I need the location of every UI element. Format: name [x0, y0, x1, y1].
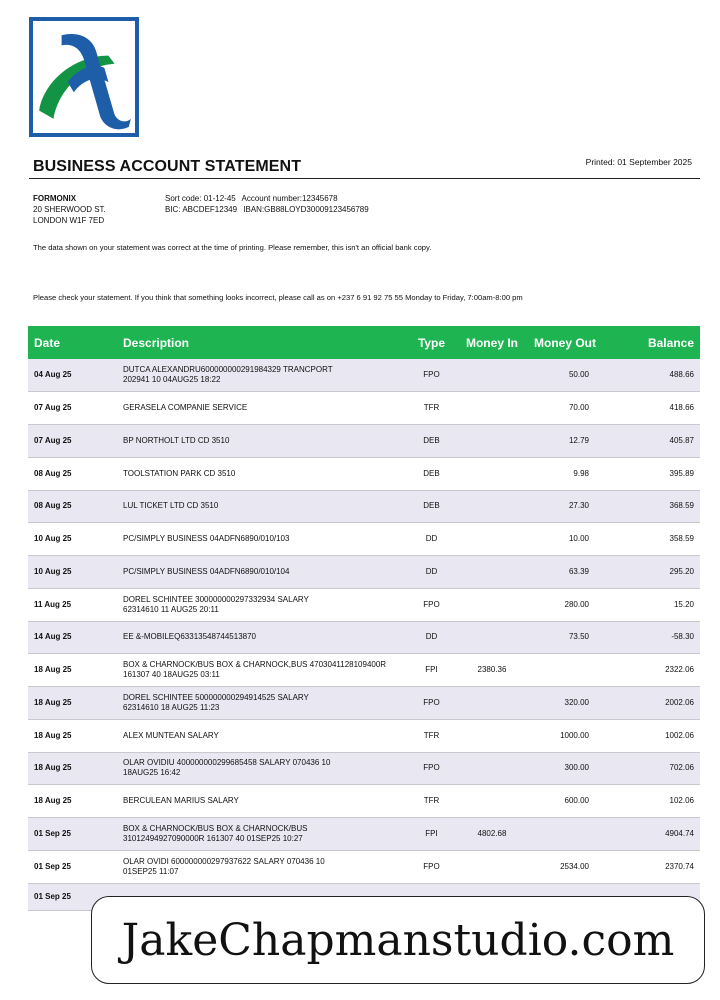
description-line-2: 62314610 11 AUG25 20:11 — [123, 604, 219, 614]
table-row — [28, 621, 700, 654]
table-row — [28, 490, 700, 523]
description-line-2: 62314610 18 AUG25 11:23 — [123, 702, 220, 712]
cell-date: 18 Aug 25 — [28, 719, 117, 752]
cell-balance: 405.87 — [603, 425, 700, 458]
cell-balance: -58.30 — [603, 621, 700, 654]
table-row — [28, 850, 700, 883]
cell-date: 01 Sep 25 — [28, 818, 117, 851]
header-description: Description — [117, 326, 406, 359]
cell-description — [117, 621, 406, 654]
cell-money-out: 280.00 — [527, 588, 603, 621]
cell-balance: 2370.74 — [603, 850, 700, 883]
cell-money-in — [457, 719, 527, 752]
table-header-row — [28, 326, 700, 359]
cell-money-out — [527, 654, 603, 687]
cell-balance: 702.06 — [603, 752, 700, 785]
cell-money-out: 2534.00 — [527, 850, 603, 883]
address-line-2: LONDON W1F 7ED — [33, 216, 105, 225]
cell-money-out: 1000.00 — [527, 719, 603, 752]
logo-mark-icon — [33, 21, 135, 133]
header-date: Date — [28, 326, 117, 359]
cell-money-out — [527, 818, 603, 851]
cell-type: DD — [406, 621, 457, 654]
header-money-out: Money Out — [527, 326, 603, 359]
transactions-body — [28, 359, 700, 910]
cell-balance: 395.89 — [603, 457, 700, 490]
cell-date: 14 Aug 25 — [28, 621, 117, 654]
company-logo — [29, 17, 139, 137]
cell-description — [117, 654, 406, 687]
cell-money-in — [457, 425, 527, 458]
cell-type: DD — [406, 523, 457, 556]
cell-date: 07 Aug 25 — [28, 425, 117, 458]
cell-money-out: 70.00 — [527, 392, 603, 425]
cell-balance: 368.59 — [603, 490, 700, 523]
description-line-1: BOX & CHARNOCK/BUS BOX & CHARNOCK,BUS 4703041128109400R — [123, 660, 387, 670]
cell-money-in — [457, 588, 527, 621]
cell-date: 08 Aug 25 — [28, 490, 117, 523]
cell-money-out: 12.79 — [527, 425, 603, 458]
description-line-1: PC/SIMPLY BUSINESS 04ADFN6890/010/103 — [123, 534, 290, 544]
cell-money-out: 50.00 — [527, 359, 603, 392]
description-line-1: LUL TICKET LTD CD 3510 — [123, 501, 219, 511]
cell-money-in: 4802.68 — [457, 818, 527, 851]
cell-type: DD — [406, 556, 457, 589]
cell-money-in — [457, 785, 527, 818]
description-line-1: DOREL SCHINTEE 300000000297332934 SALARY — [123, 594, 309, 604]
cell-type: FPO — [406, 752, 457, 785]
transactions-table — [28, 326, 700, 911]
cell-type: FPO — [406, 359, 457, 392]
company-address — [33, 193, 106, 226]
cell-money-in — [457, 392, 527, 425]
description-line-1: PC/SIMPLY BUSINESS 04ADFN6890/010/104 — [123, 566, 290, 576]
cell-money-out: 600.00 — [527, 785, 603, 818]
table-row — [28, 588, 700, 621]
table-row — [28, 392, 700, 425]
cell-type: FPO — [406, 588, 457, 621]
cell-type: TFR — [406, 392, 457, 425]
cell-date: 10 Aug 25 — [28, 523, 117, 556]
cell-balance: 2322.06 — [603, 654, 700, 687]
cell-balance: 358.59 — [603, 523, 700, 556]
cell-description — [117, 850, 406, 883]
description-line-1: ALEX MUNTEAN SALARY — [123, 730, 219, 740]
cell-description — [117, 719, 406, 752]
cell-date: 07 Aug 25 — [28, 392, 117, 425]
cell-type: FPI — [406, 818, 457, 851]
cell-type: DEB — [406, 490, 457, 523]
cell-money-in — [457, 556, 527, 589]
table-row — [28, 818, 700, 851]
bank-details — [165, 193, 373, 215]
cell-description — [117, 785, 406, 818]
cell-description — [117, 425, 406, 458]
cell-description — [117, 588, 406, 621]
cell-date: 01 Sep 25 — [28, 850, 117, 883]
description-line-1: DOREL SCHINTEE 500000000294914525 SALARY — [123, 692, 309, 702]
description-line-1: TOOLSTATION PARK CD 3510 — [123, 468, 236, 478]
printed-date: Printed: 01 September 2025 — [585, 157, 692, 167]
cell-date: 10 Aug 25 — [28, 556, 117, 589]
cell-date: 11 Aug 25 — [28, 588, 117, 621]
cell-type: TFR — [406, 719, 457, 752]
description-line-1: GERASELA COMPANIE SERVICE — [123, 403, 248, 413]
cell-description — [117, 457, 406, 490]
cell-money-in — [457, 523, 527, 556]
table-row — [28, 523, 700, 556]
cell-money-in — [457, 752, 527, 785]
cell-date: 18 Aug 25 — [28, 654, 117, 687]
cell-type: FPO — [406, 687, 457, 720]
statement-title: BUSINESS ACCOUNT STATEMENT — [33, 158, 302, 175]
cell-description — [117, 687, 406, 720]
description-line-1: BERCULEAN MARIUS SALARY — [123, 796, 239, 806]
cell-balance: 488.66 — [603, 359, 700, 392]
cell-balance: 2002.06 — [603, 687, 700, 720]
table-row — [28, 556, 700, 589]
cell-date: 04 Aug 25 — [28, 359, 117, 392]
cell-description — [117, 392, 406, 425]
cell-type: DEB — [406, 457, 457, 490]
cell-description — [117, 523, 406, 556]
cell-money-out: 300.00 — [527, 752, 603, 785]
cell-money-in — [457, 850, 527, 883]
header-money-in: Money In — [457, 326, 527, 359]
cell-money-out: 320.00 — [527, 687, 603, 720]
cell-balance: 1002.06 — [603, 719, 700, 752]
description-line-1: DUTCA ALEXANDRU600000000291984329 TRANCPORT — [123, 365, 333, 375]
description-line-1: OLAR OVIDIU 400000000299685458 SALARY 070436 10 — [123, 758, 331, 768]
bic-code: BIC: ABCDEF12349 — [165, 205, 238, 214]
description-line-1: BOX & CHARNOCK/BUS BOX & CHARNOCK/BUS — [123, 823, 308, 833]
description-line-2: 18AUG25 16:42 — [123, 768, 181, 778]
cell-money-in: 2380.36 — [457, 654, 527, 687]
cell-balance: 102.06 — [603, 785, 700, 818]
description-line-2: 161307 40 18AUG25 03:11 — [123, 670, 220, 680]
table-row — [28, 719, 700, 752]
header-type: Type — [406, 326, 457, 359]
cell-balance: 4904.74 — [603, 818, 700, 851]
cell-money-in — [457, 621, 527, 654]
cell-money-in — [457, 490, 527, 523]
cell-type: FPI — [406, 654, 457, 687]
cell-type: FPO — [406, 850, 457, 883]
cell-money-in — [457, 457, 527, 490]
header-balance: Balance — [603, 326, 700, 359]
table-row — [28, 457, 700, 490]
cell-description — [117, 818, 406, 851]
cell-balance: 15.20 — [603, 588, 700, 621]
cell-description — [117, 556, 406, 589]
cell-balance: 418.66 — [603, 392, 700, 425]
cell-type: DEB — [406, 425, 457, 458]
cell-money-out: 63.39 — [527, 556, 603, 589]
cell-money-out: 9.98 — [527, 457, 603, 490]
sort-code: Sort code: 01-12-45 — [165, 194, 236, 203]
table-row — [28, 785, 700, 818]
description-line-2: 202941 10 04AUG25 18:22 — [123, 375, 221, 385]
table-row — [28, 752, 700, 785]
cell-money-in — [457, 687, 527, 720]
printing-notice: The data shown on your statement was correct at the time of printing. Please remember, this isn't an official bank copy. — [33, 243, 432, 252]
cell-description — [117, 752, 406, 785]
cell-money-in — [457, 359, 527, 392]
cell-date: 18 Aug 25 — [28, 752, 117, 785]
company-name: FORMONIX — [33, 194, 77, 203]
table-row — [28, 654, 700, 687]
description-line-2: 31012494927090000R 161307 40 01SEP25 10:27 — [123, 833, 303, 843]
cell-money-out: 27.30 — [527, 490, 603, 523]
table-row — [28, 687, 700, 720]
cell-date: 08 Aug 25 — [28, 457, 117, 490]
cell-money-out: 73.50 — [527, 621, 603, 654]
address-line-1: 20 SHERWOOD ST. — [33, 205, 106, 214]
description-line-1: BP NORTHOLT LTD CD 3510 — [123, 435, 230, 445]
contact-notice: Please check your statement. If you think that something looks incorrect, please call as on +237 6 91 92 75 55 Monday to Friday, 7:00am-8:00 pm — [33, 293, 523, 302]
watermark-badge: JakeChapmanstudio.com — [91, 896, 705, 984]
cell-money-out: 10.00 — [527, 523, 603, 556]
cell-date: 18 Aug 25 — [28, 687, 117, 720]
description-line-2: 01SEP25 11:07 — [123, 866, 179, 876]
table-row — [28, 359, 700, 392]
table-row — [28, 425, 700, 458]
description-line-1: EE &-MOBILEQ63313548744513870 — [123, 632, 256, 642]
cell-date: 18 Aug 25 — [28, 785, 117, 818]
iban-code: IBAN:GB88LOYD30009123456789 — [243, 205, 369, 214]
description-line-1: OLAR OVIDI 600000000297937622 SALARY 070436 10 — [123, 856, 325, 866]
cell-type: TFR — [406, 785, 457, 818]
account-number: Account number:12345678 — [241, 194, 338, 203]
cell-description — [117, 359, 406, 392]
cell-description — [117, 490, 406, 523]
cell-balance: 295.20 — [603, 556, 700, 589]
title-divider — [29, 178, 700, 179]
cell-date: 01 Sep 25 — [28, 883, 117, 910]
